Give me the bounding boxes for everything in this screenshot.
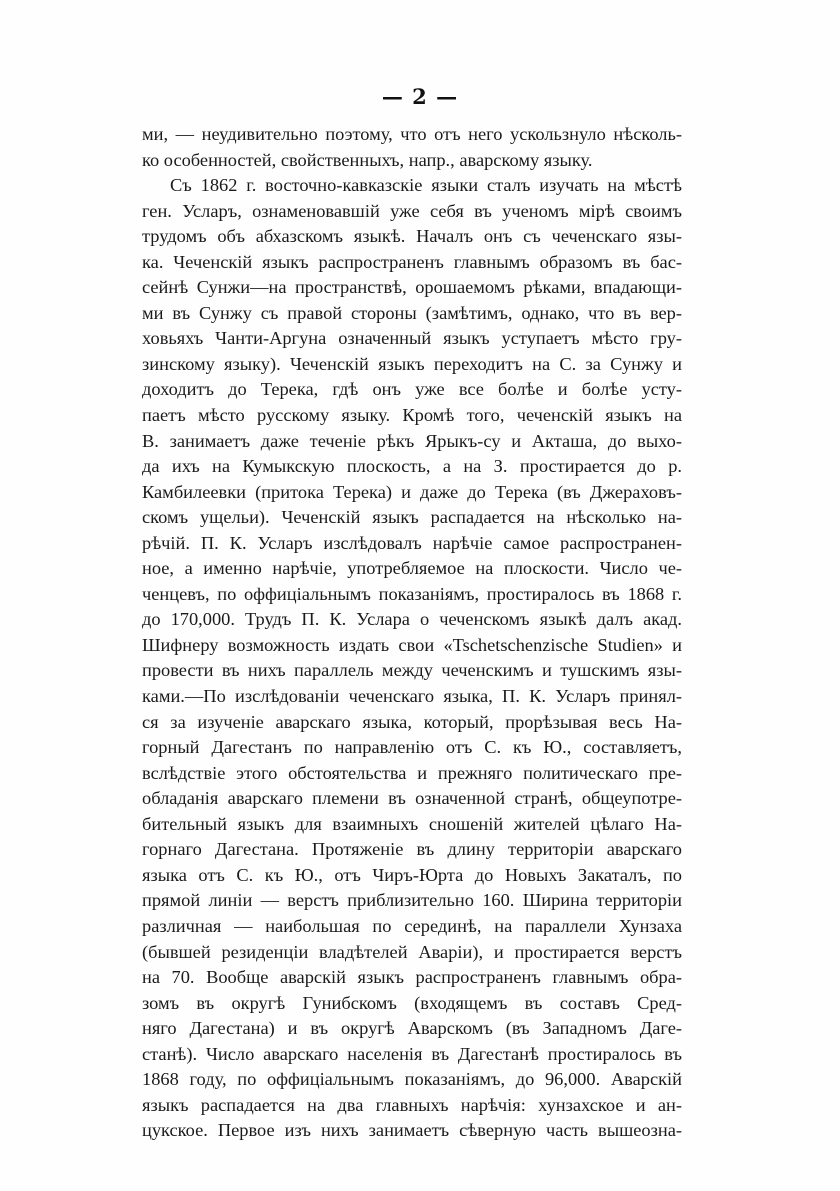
text-line: (бывшей резиденцiи владѣтелей Аварiи), и простирается верстъ xyxy=(142,941,682,962)
text-line: ко особенностей, свойственныхъ, напр., аварскому языку. xyxy=(142,149,593,170)
text-line: горнаго Дагестана. Протяженiе въ длину территорiи аварскаго xyxy=(142,839,682,860)
text-line: провести въ нихъ параллель между чеченскимъ и тушскимъ язы- xyxy=(142,660,682,681)
text-line: да ихъ на Кумыкскую плоскость, а на З. простирается до р. xyxy=(142,456,682,477)
text-line: языка отъ С. къ Ю., отъ Чиръ-Юрта до Новыхъ Закаталъ, по xyxy=(142,864,682,885)
text-line: ми въ Сунжу съ правой стороны (замѣтимъ, однако, что въ вер- xyxy=(142,302,682,323)
text-line: до 170,000. Трудъ П. К. Услара о чеченскомъ языкѣ далъ акад. xyxy=(142,609,682,630)
text-line: скомъ ущельи). Чеченскiй языкъ распадается на нѣсколько на- xyxy=(142,507,682,528)
text-line: бительный языкъ для взаимныхъ сношенiй жителей цѣлаго На- xyxy=(142,813,682,834)
text-line: ся за изученiе аварскаго языка, который, прорѣзывая весь На- xyxy=(142,711,682,732)
text-line: зомъ въ округѣ Гунибскомъ (входящемъ въ составъ Сред- xyxy=(142,992,682,1013)
text-line: различная — наибольшая по серединѣ, на параллели Хунзаха xyxy=(142,915,682,936)
text-line: Шифнеру возможность издать свои «Tschetschenzische Studien» и xyxy=(142,634,682,655)
text-line: ка. Чеченскiй языкъ распространенъ главнымъ образомъ въ бас- xyxy=(142,251,682,272)
text-line: обладанiя аварскаго племени въ означенной странѣ, общеупотре- xyxy=(142,788,682,809)
text-line: ми, — неудивительно поэтому, что отъ него ускользнуло нѣсколь- xyxy=(142,124,682,144)
text-line: паетъ мѣсто русскому языку. Кромѣ того, чеченскiй языкъ на xyxy=(142,405,682,426)
text-line: вслѣдствiе этого обстоятельства и прежняго политическаго пре- xyxy=(142,762,682,783)
text-line: цукское. Первое изъ нихъ занимаетъ сѣверную часть вышеозна- xyxy=(142,1120,682,1141)
text-line: Съ 1862 г. восточно-кавказскiе языки сталъ изучать на мѣстѣ xyxy=(170,175,682,196)
text-line: 1868 году, по оффицiальнымъ показанiямъ, до 96,000. Аварскiй xyxy=(142,1069,682,1090)
text-line: доходитъ до Терека, гдѣ онъ уже все болѣе и болѣе усту- xyxy=(142,379,682,400)
text-line: ченцевъ, по оффицiальнымъ показанiямъ, простиралось въ 1868 г. xyxy=(142,583,682,604)
text-line: трудомъ объ абхазскомъ языкѣ. Началъ онъ съ чеченскаго язы- xyxy=(142,226,682,247)
text-line: горный Дагестанъ по направленiю отъ С. къ Ю., составляетъ, xyxy=(142,737,682,758)
text-line: В. занимаетъ даже теченiе рѣкъ Ярыкъ-су и Акташа, до выхо- xyxy=(142,430,682,451)
text-line: станѣ). Число аварскаго населенiя въ Дагестанѣ простиралось въ xyxy=(142,1043,682,1064)
text-line: рѣчiй. П. К. Усларъ изслѣдовалъ нарѣчiе самое распространен- xyxy=(142,532,682,553)
body-text xyxy=(142,122,682,1144)
text-line: ное, а именно нарѣчiе, употребляемое на плоскости. Число че- xyxy=(142,558,682,579)
text-line: сейнѣ Сунжи—на пространствѣ, орошаемомъ рѣками, впадающи- xyxy=(142,277,682,298)
text-line: зинскому языку). Чеченскiй языкъ переходитъ на С. за Сунжу и xyxy=(142,353,682,374)
text-line: языкъ распадается на два главныхъ нарѣчiя: хунзахское и ан- xyxy=(142,1094,682,1115)
text-line: ховьяхъ Чанти-Аргуна означенный языкъ уступаетъ мѣсто гру- xyxy=(142,328,682,349)
text-line: Камбилеевки (притока Терека) и даже до Терека (въ Джераховъ- xyxy=(142,481,682,502)
page-number: — 2 — xyxy=(381,84,459,109)
text-line: няго Дагестана) и въ округѣ Аварскомъ (въ Западномъ Даге- xyxy=(142,1018,682,1039)
text-line: ками.—По изслѣдованiи чеченскаго языка, П. К. Усларъ принял- xyxy=(142,686,682,707)
text-line: на 70. Вообще аварскiй языкъ распространенъ главнымъ обра- xyxy=(142,967,682,988)
text-line: прямой линiи — верстъ приблизительно 160. Ширина территорiи xyxy=(142,890,682,911)
text-line: ген. Усларъ, ознаменовавшiй уже себя въ ученомъ мiрѣ своимъ xyxy=(142,200,682,221)
